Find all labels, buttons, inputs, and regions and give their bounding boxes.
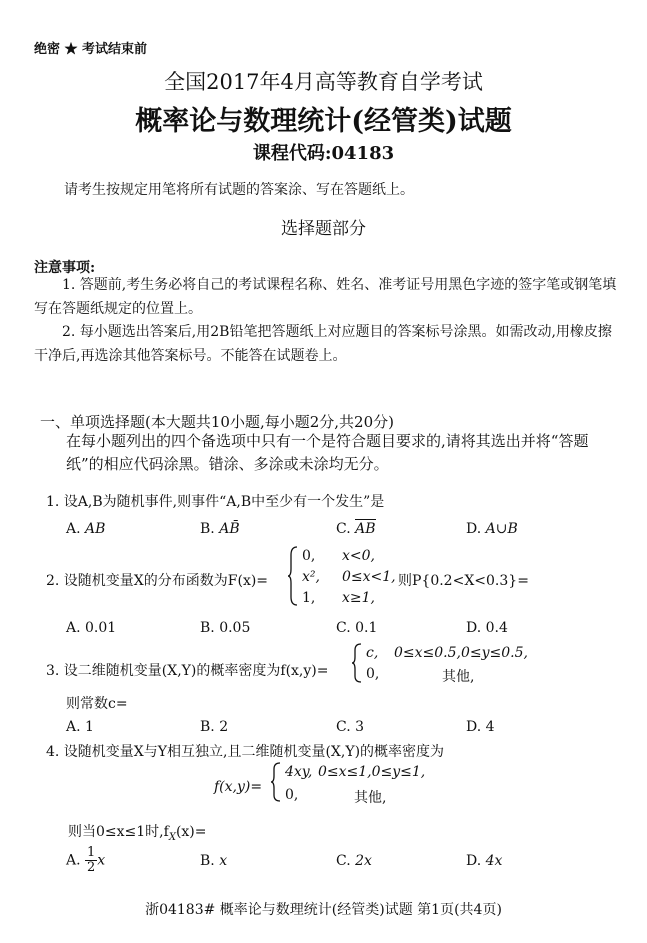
q4-formula-lhs: f(x,y)= [214, 779, 263, 795]
q2-tail: 则P{0.2<X<0.3}= [398, 573, 529, 589]
answer-instruction: 请考生按规定用笔将所有试题的答案涂、写在答题纸上。 [64, 182, 414, 198]
option-text: 2 [219, 719, 229, 735]
option-label: B. [200, 521, 215, 537]
q4-piece-1-cond: 0≤x≤1,0≤y≤1, [318, 764, 426, 780]
option-label: D. [466, 620, 482, 636]
q4-follow-tail: (x)= [175, 824, 207, 840]
option-label: D. [466, 853, 482, 869]
option-label: C. [336, 853, 351, 869]
q2-piece-3-value: 1, [302, 590, 316, 606]
q4-follow [68, 821, 207, 843]
q2-option-d [466, 620, 508, 636]
option-label: A. [66, 521, 81, 537]
q2-piece-1-value: 0, [302, 548, 316, 564]
q1-option-a [66, 521, 105, 537]
option-label: C. [336, 719, 351, 735]
q2-piece-1-cond: x<0, [342, 548, 375, 564]
question-2-stem: 2. 设随机变量X的分布函数为F(x)= [46, 573, 269, 589]
note-item-2: 2. 每小题选出答案后,用2B铅笔把答题纸上对应题目的答案标号涂黑。如需改动,用橡皮擦干净后,再选涂其他答案标号。不能答在试题卷上。 [34, 324, 612, 364]
option-label: C. [336, 521, 351, 537]
option-text: 4 [485, 719, 495, 735]
q3-piece-2-value: 0, [366, 666, 380, 682]
page-footer: 浙04183# 概率论与数理统计(经管类)试题 第1页(共4页) [145, 902, 502, 918]
option-text: 0.4 [485, 620, 508, 636]
option-label: B. [200, 719, 215, 735]
q4-piece-2-value: 0, [285, 787, 299, 803]
q4-option-a-fraction [85, 846, 97, 875]
option-text: x [97, 852, 106, 869]
q3-option-d [466, 719, 495, 735]
option-label: B. [200, 853, 215, 869]
q2-option-c [336, 620, 377, 636]
option-text: AB̄ [219, 521, 240, 537]
option-label: D. [466, 521, 482, 537]
q4-follow-sub: X [168, 831, 176, 843]
q3-option-a [66, 719, 94, 735]
exam-title: 全国2017年4月高等教育自学考试 [164, 70, 483, 94]
q4-option-a [66, 846, 105, 875]
q3-piece-1-value: c, [366, 645, 379, 661]
option-text: 0.1 [355, 620, 378, 636]
option-text: AB [85, 521, 106, 537]
q3-brace [351, 642, 363, 684]
fraction-denominator: 2 [87, 860, 96, 875]
q2-piece-2-cond: 0≤x<1, [342, 569, 396, 585]
option-label: B. [200, 620, 215, 636]
option-label: C. [336, 620, 351, 636]
option-text: 0.01 [85, 620, 117, 636]
q4-option-d [466, 853, 502, 869]
course-code: 课程代码:04183 [252, 143, 395, 164]
note-item-1: 1. 答题前,考生务必将自己的考试课程名称、姓名、准考证号用黑色字迹的签字笔或钢笔填写在答题纸规定的位置上。 [34, 277, 617, 317]
q3-option-c [336, 719, 364, 735]
q2-piece-2-value: x², [302, 569, 320, 585]
q2-option-a [66, 620, 116, 636]
q3-piece-1-cond: 0≤x≤0.5,0≤y≤0.5, [394, 645, 528, 661]
part-title: 选择题部分 [281, 219, 366, 239]
option-text: 4x [485, 853, 503, 869]
option-text: x [219, 853, 228, 869]
option-label: D. [466, 719, 482, 735]
secret-label: 绝密 ★ 考试结束前 [34, 42, 148, 57]
option-text: 3 [355, 719, 365, 735]
q2-option-b [200, 620, 250, 636]
q4-follow-text: 则当0≤x≤1时,f [68, 824, 169, 840]
option-text: 0.05 [219, 620, 251, 636]
option-text: A∪B [485, 521, 518, 537]
question-1-stem: 1. 设A,B为随机事件,则事件“A,B中至少有一个发生”是 [46, 494, 385, 510]
q3-follow: 则常数c= [66, 696, 128, 712]
option-text: AB [355, 521, 376, 537]
q3-piece-2-cond: 其他, [442, 669, 475, 685]
option-label: A. [66, 719, 81, 735]
option-label: A. [66, 852, 81, 869]
subject-title: 概率论与数理统计(经管类)试题 [135, 106, 512, 137]
option-text: 1 [85, 719, 94, 735]
option-label: A. [66, 620, 81, 636]
q4-option-c [336, 853, 372, 869]
q4-brace [270, 761, 282, 803]
option-text: 2x [355, 853, 372, 869]
question-4-stem: 4. 设随机变量X与Y相互独立,且二维随机变量(X,Y)的概率密度为 [46, 744, 445, 760]
q4-piece-2-cond: 其他, [354, 790, 387, 806]
q1-option-d [466, 521, 518, 537]
notes-title: 注意事项: [34, 260, 96, 276]
question-3-stem: 3. 设二维随机变量(X,Y)的概率密度为f(x,y)= [46, 663, 329, 679]
section-heading: 一、单项选择题(本大题共10小题,每小题2分,共20分) [40, 413, 394, 431]
q2-piece-3-cond: x≥1, [342, 590, 375, 606]
fraction-numerator: 1 [87, 845, 96, 860]
q4-option-b [200, 853, 227, 869]
q2-brace [287, 545, 299, 607]
q4-piece-1-value: 4xy, [285, 764, 313, 780]
q1-option-c [336, 521, 376, 537]
q1-option-b [200, 521, 240, 537]
q3-option-b [200, 719, 228, 735]
section-description: 在每小题列出的四个备选项中只有一个是符合题目要求的,请将其选出并将“答题纸”的相应代码涂黑。错涂、多涂或未涂均无分。 [66, 432, 589, 473]
